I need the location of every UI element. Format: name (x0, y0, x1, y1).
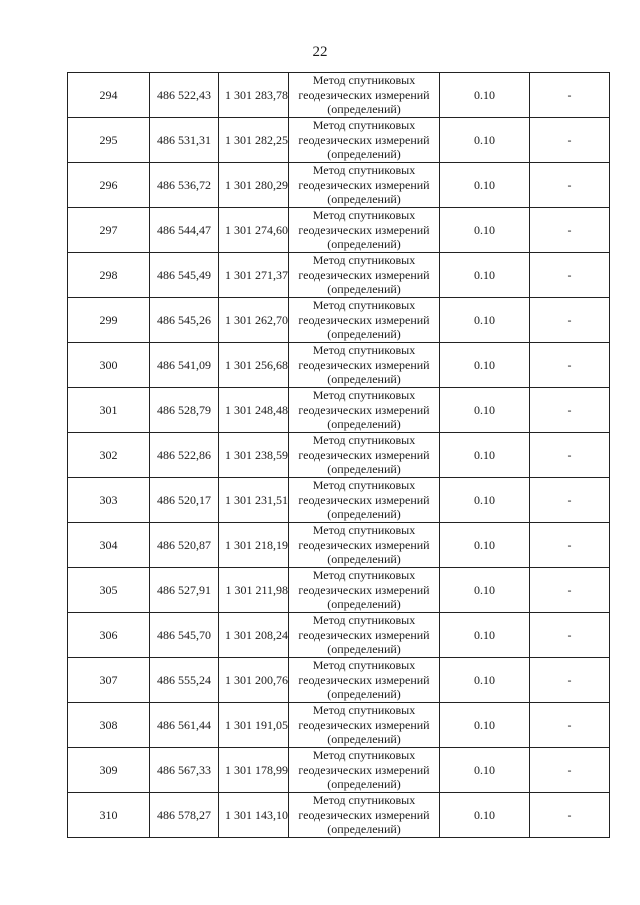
method-line: геодезических измерений (298, 762, 430, 777)
method-cell (289, 613, 440, 658)
method-line: геодезических измерений (298, 627, 430, 642)
y-coordinate-cell: 1 301 208,24 (219, 613, 289, 658)
point-number-cell: 296 (68, 163, 150, 208)
method-cell (289, 163, 440, 208)
x-coordinate-cell: 486 522,43 (150, 73, 219, 118)
note-cell: - (530, 253, 610, 298)
method-line: геодезических измерений (298, 132, 430, 147)
y-coordinate-cell: 1 301 218,19 (219, 523, 289, 568)
point-number-cell: 305 (68, 568, 150, 613)
x-coordinate-cell: 486 555,24 (150, 658, 219, 703)
method-line: геодезических измерений (298, 222, 430, 237)
method-line: Метод спутниковых (312, 298, 416, 313)
method-cell (289, 523, 440, 568)
method-cell (289, 208, 440, 253)
x-coordinate-cell: 486 545,49 (150, 253, 219, 298)
accuracy-cell: 0.10 (440, 478, 530, 523)
method-line: Метод спутниковых (312, 703, 416, 718)
y-coordinate-cell: 1 301 178,99 (219, 748, 289, 793)
table-row (68, 748, 610, 793)
method-line: (определений) (327, 597, 401, 612)
x-coordinate-cell: 486 561,44 (150, 703, 219, 748)
note-cell: - (530, 433, 610, 478)
method-cell (289, 118, 440, 163)
method-line: (определений) (327, 642, 401, 657)
accuracy-cell: 0.10 (440, 658, 530, 703)
method-cell (289, 388, 440, 433)
table-row (68, 658, 610, 703)
method-cell (289, 748, 440, 793)
note-cell: - (530, 208, 610, 253)
y-coordinate-cell: 1 301 248,48 (219, 388, 289, 433)
point-number-cell: 299 (68, 298, 150, 343)
y-coordinate-cell: 1 301 282,25 (219, 118, 289, 163)
table-row (68, 388, 610, 433)
method-line: геодезических измерений (298, 447, 430, 462)
note-cell: - (530, 388, 610, 433)
note-cell: - (530, 613, 610, 658)
method-line: Метод спутниковых (312, 163, 416, 178)
method-line: (определений) (327, 192, 401, 207)
point-number-cell: 301 (68, 388, 150, 433)
x-coordinate-cell: 486 536,72 (150, 163, 219, 208)
point-number-cell: 302 (68, 433, 150, 478)
method-line: (определений) (327, 687, 401, 702)
point-number-cell: 298 (68, 253, 150, 298)
note-cell: - (530, 343, 610, 388)
method-line: геодезических измерений (298, 402, 430, 417)
table-row (68, 118, 610, 163)
x-coordinate-cell: 486 522,86 (150, 433, 219, 478)
x-coordinate-cell: 486 520,87 (150, 523, 219, 568)
x-coordinate-cell: 486 531,31 (150, 118, 219, 163)
method-cell (289, 253, 440, 298)
x-coordinate-cell: 486 527,91 (150, 568, 219, 613)
table-row (68, 298, 610, 343)
accuracy-cell: 0.10 (440, 163, 530, 208)
method-line: геодезических измерений (298, 537, 430, 552)
accuracy-cell: 0.10 (440, 748, 530, 793)
table-row (68, 613, 610, 658)
method-cell (289, 478, 440, 523)
method-line: Метод спутниковых (312, 523, 416, 538)
table-row (68, 253, 610, 298)
point-number-cell: 307 (68, 658, 150, 703)
method-line: (определений) (327, 372, 401, 387)
method-line: геодезических измерений (298, 177, 430, 192)
method-line: Метод спутниковых (312, 208, 416, 223)
method-line: геодезических измерений (298, 807, 430, 822)
method-line: геодезических измерений (298, 492, 430, 507)
coordinates-table (67, 72, 610, 838)
method-line: геодезических измерений (298, 582, 430, 597)
method-line: Метод спутниковых (312, 433, 416, 448)
method-line: геодезических измерений (298, 357, 430, 372)
point-number-cell: 294 (68, 73, 150, 118)
accuracy-cell: 0.10 (440, 208, 530, 253)
method-line: (определений) (327, 552, 401, 567)
y-coordinate-cell: 1 301 262,70 (219, 298, 289, 343)
method-line: (определений) (327, 507, 401, 522)
point-number-cell: 303 (68, 478, 150, 523)
note-cell: - (530, 73, 610, 118)
method-line: Метод спутниковых (312, 568, 416, 583)
point-number-cell: 300 (68, 343, 150, 388)
accuracy-cell: 0.10 (440, 388, 530, 433)
method-cell (289, 433, 440, 478)
method-line: (определений) (327, 282, 401, 297)
note-cell: - (530, 793, 610, 838)
note-cell: - (530, 298, 610, 343)
note-cell: - (530, 118, 610, 163)
accuracy-cell: 0.10 (440, 343, 530, 388)
y-coordinate-cell: 1 301 283,78 (219, 73, 289, 118)
point-number-cell: 308 (68, 703, 150, 748)
x-coordinate-cell: 486 567,33 (150, 748, 219, 793)
accuracy-cell: 0.10 (440, 298, 530, 343)
point-number-cell: 297 (68, 208, 150, 253)
method-line: (определений) (327, 102, 401, 117)
method-line: (определений) (327, 732, 401, 747)
method-line: (определений) (327, 777, 401, 792)
method-line: Метод спутниковых (312, 658, 416, 673)
point-number-cell: 309 (68, 748, 150, 793)
accuracy-cell: 0.10 (440, 73, 530, 118)
y-coordinate-cell: 1 301 271,37 (219, 253, 289, 298)
method-line: геодезических измерений (298, 672, 430, 687)
method-cell (289, 568, 440, 613)
note-cell: - (530, 163, 610, 208)
method-line: (определений) (327, 462, 401, 477)
y-coordinate-cell: 1 301 256,68 (219, 343, 289, 388)
y-coordinate-cell: 1 301 143,10 (219, 793, 289, 838)
method-line: Метод спутниковых (312, 73, 416, 88)
y-coordinate-cell: 1 301 280,29 (219, 163, 289, 208)
note-cell: - (530, 478, 610, 523)
x-coordinate-cell: 486 545,26 (150, 298, 219, 343)
table-body (68, 73, 610, 838)
note-cell: - (530, 568, 610, 613)
page-number: 22 (312, 44, 328, 60)
method-line: (определений) (327, 327, 401, 342)
table-row (68, 523, 610, 568)
y-coordinate-cell: 1 301 274,60 (219, 208, 289, 253)
point-number-cell: 304 (68, 523, 150, 568)
method-line: (определений) (327, 147, 401, 162)
method-cell (289, 658, 440, 703)
method-cell (289, 343, 440, 388)
accuracy-cell: 0.10 (440, 568, 530, 613)
accuracy-cell: 0.10 (440, 703, 530, 748)
accuracy-cell: 0.10 (440, 118, 530, 163)
point-number-cell: 310 (68, 793, 150, 838)
method-line: Метод спутниковых (312, 748, 416, 763)
note-cell: - (530, 748, 610, 793)
method-cell (289, 73, 440, 118)
accuracy-cell: 0.10 (440, 433, 530, 478)
table-row (68, 73, 610, 118)
x-coordinate-cell: 486 541,09 (150, 343, 219, 388)
method-line: Метод спутниковых (312, 478, 416, 493)
method-line: (определений) (327, 417, 401, 432)
table-row (68, 793, 610, 838)
method-line: (определений) (327, 822, 401, 837)
accuracy-cell: 0.10 (440, 253, 530, 298)
y-coordinate-cell: 1 301 231,51 (219, 478, 289, 523)
method-cell (289, 298, 440, 343)
x-coordinate-cell: 486 545,70 (150, 613, 219, 658)
note-cell: - (530, 703, 610, 748)
point-number-cell: 295 (68, 118, 150, 163)
method-line: Метод спутниковых (312, 253, 416, 268)
table-row (68, 478, 610, 523)
method-line: геодезических измерений (298, 87, 430, 102)
method-line: геодезических измерений (298, 267, 430, 282)
accuracy-cell: 0.10 (440, 523, 530, 568)
method-line: Метод спутниковых (312, 343, 416, 358)
accuracy-cell: 0.10 (440, 613, 530, 658)
y-coordinate-cell: 1 301 200,76 (219, 658, 289, 703)
table-row (68, 568, 610, 613)
method-cell (289, 793, 440, 838)
method-line: Метод спутниковых (312, 118, 416, 133)
x-coordinate-cell: 486 528,79 (150, 388, 219, 433)
y-coordinate-cell: 1 301 211,98 (219, 568, 289, 613)
table-row (68, 163, 610, 208)
method-line: (определений) (327, 237, 401, 252)
y-coordinate-cell: 1 301 238,59 (219, 433, 289, 478)
note-cell: - (530, 523, 610, 568)
x-coordinate-cell: 486 520,17 (150, 478, 219, 523)
method-line: Метод спутниковых (312, 388, 416, 403)
note-cell: - (530, 658, 610, 703)
accuracy-cell: 0.10 (440, 793, 530, 838)
point-number-cell: 306 (68, 613, 150, 658)
method-line: Метод спутниковых (312, 613, 416, 628)
table-row (68, 433, 610, 478)
y-coordinate-cell: 1 301 191,05 (219, 703, 289, 748)
x-coordinate-cell: 486 578,27 (150, 793, 219, 838)
method-line: Метод спутниковых (312, 793, 416, 808)
method-line: геодезических измерений (298, 312, 430, 327)
table-row (68, 703, 610, 748)
x-coordinate-cell: 486 544,47 (150, 208, 219, 253)
table-row (68, 343, 610, 388)
method-line: геодезических измерений (298, 717, 430, 732)
method-cell (289, 703, 440, 748)
table-row (68, 208, 610, 253)
